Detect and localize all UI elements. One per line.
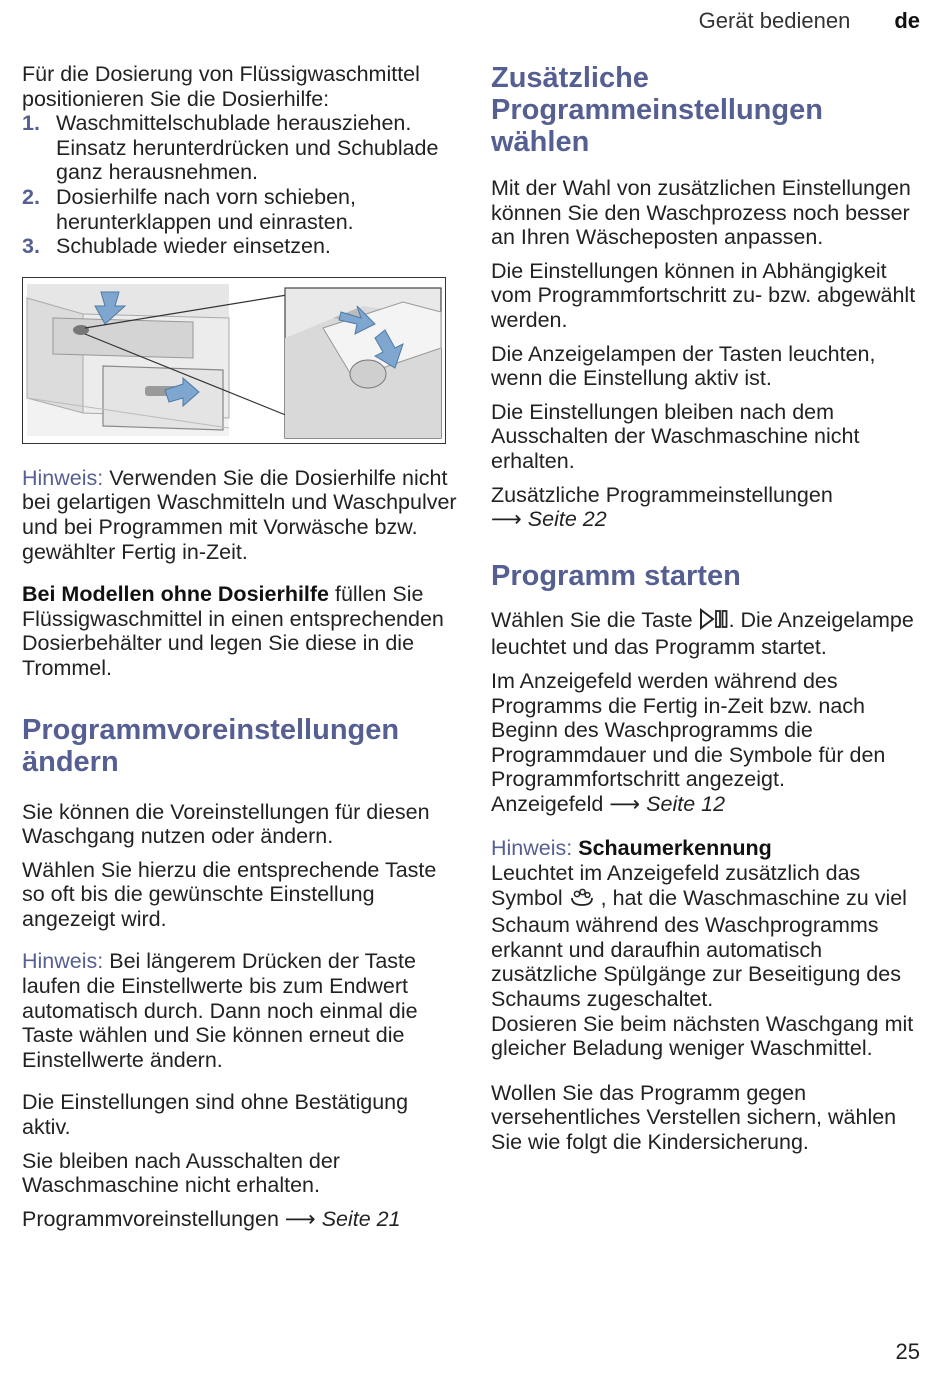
- extra-text-1: Mit der Wahl von zusätzlichen Einstellungen können Sie den Waschprozess noch besser an Ihren Wäscheposten anpassen.: [491, 176, 911, 250]
- xref-page: Seite 12: [640, 791, 726, 816]
- heading-preset: Programmvoreinstellungen ändern: [22, 713, 400, 778]
- child-lock-text: Wollen Sie das Programm gegen versehentliches Verstellen sichern, wählen Sie wie folgt die Kindersicherung.: [491, 1080, 897, 1154]
- note-text: Verwenden Sie die Dosierhilfe nicht bei gelartigen Waschmitteln und Waschpulver und bei Programmen mit Vorwäsche bzw. gewählter Fertig in-Zeit.: [22, 465, 457, 564]
- start-pause-icon: [699, 608, 729, 636]
- settings-active: Die Einstellungen sind ohne Bestätigung aktiv.: [22, 1090, 409, 1140]
- xref-display[interactable]: [491, 792, 923, 817]
- step-number: 3.: [22, 234, 40, 259]
- dosing-aid-closeup: [285, 288, 441, 438]
- models-text: füllen Sie Flüssigwaschmittel in einen entsprechenden Dosierbehälter und legen Sie diese in die Trommel.: [22, 582, 444, 680]
- step-number: 1.: [22, 111, 40, 136]
- foam-text-a: Leuchtet im Anzeigefeld zusätzlich das Symbol: [491, 861, 861, 910]
- note-title: Schaumerkennung: [572, 836, 772, 861]
- xref-label: Programmvoreinstellungen: [22, 1206, 285, 1231]
- xref-page: Seite 21: [315, 1206, 401, 1231]
- note-label: Hinweis:: [22, 465, 104, 490]
- note-foam-detection: [491, 836, 923, 861]
- step-item: [22, 111, 460, 185]
- preset-text-1: Sie können die Voreinstellungen für diesen Waschgang nutzen oder ändern.: [22, 799, 430, 849]
- foam-text: [491, 861, 923, 1012]
- section-title: Gerät bedienen: [698, 8, 851, 33]
- foam-text-b: , hat die Waschmaschine zu viel Schaum während des Waschprogramms erkannt und daraufhin automatisch zusätzliche Spülgänge zur Beseitigung des Schaums zugeschaltet.: [491, 885, 907, 1012]
- extra-text-4: Die Einstellungen bleiben nach dem Ausschalten der Waschmaschine nicht erhalten.: [491, 399, 860, 473]
- page-number: 25: [895, 1339, 920, 1364]
- right-column: [491, 62, 923, 1164]
- start-text-1: [491, 608, 923, 660]
- intro-text: Für die Dosierung von Flüssigwaschmittel positionieren Sie die Dosierhilfe:: [22, 62, 420, 111]
- preset-text-2: Wählen Sie hierzu die entsprechende Taste so oft bis die gewünschte Einstellung angezeigt wird.: [22, 857, 437, 931]
- note-label: Hinweis:: [22, 949, 104, 974]
- start-text-2: Im Anzeigefeld werden während des Programms die Fertig in-Zeit bzw. nach Beginn des Waschprogramms die Programmdauer und die Symbole für den Programmfortschritt angezeigt.: [491, 668, 886, 792]
- foam-advice: Dosieren Sie beim nächsten Waschgang mit gleicher Beladung weniger Waschmittel.: [491, 1011, 914, 1061]
- xref-arrow-icon: ⟶: [284, 1206, 316, 1231]
- xref-extra-settings[interactable]: [491, 483, 923, 532]
- note-text: Bei längerem Drücken der Taste laufen die Einstellwerte bis zum Endwert automatisch durch. Dann noch einmal die Taste wählen und Sie können erneut die Einstellwerte ändern.: [22, 949, 418, 1072]
- foam-icon: [569, 888, 595, 914]
- xref-page: Seite 22: [521, 507, 607, 532]
- xref-presets[interactable]: [22, 1207, 460, 1232]
- step-item: [22, 185, 460, 234]
- settings-remain: Sie bleiben nach Ausschalten der Waschmaschine nicht erhalten.: [22, 1148, 340, 1198]
- steps-list: [22, 111, 460, 259]
- heading-extra-settings: Zusätzliche Programmeinstellungen wählen: [491, 62, 823, 158]
- xref-arrow-icon: ⟶: [609, 791, 641, 816]
- extra-text-2: Die Einstellungen können in Abhängigkeit vom Programmfortschritt zu- bzw. abgewählt werden.: [491, 258, 916, 332]
- left-column: [22, 62, 460, 1240]
- note-dosing: [22, 466, 460, 564]
- xref-label: Zusätzliche Programmeinstellungen: [491, 482, 833, 507]
- extra-text-3: Die Anzeigelampen der Tasten leuchten, wenn die Einstellung aktiv ist.: [491, 341, 876, 391]
- language-code: de: [894, 8, 920, 33]
- step-number: 2.: [22, 184, 40, 209]
- xref-label: Anzeigefeld: [491, 791, 610, 816]
- models-without-aid: [22, 582, 460, 680]
- step-text: Dosierhilfe nach vorn schieben, herunterklappen und einrasten.: [56, 184, 356, 234]
- xref-arrow-icon: ⟶: [491, 507, 522, 532]
- step-item: [22, 234, 460, 259]
- drawer-illustration: [27, 284, 229, 436]
- step-text: Schublade wieder einsetzen.: [56, 234, 331, 259]
- note-long-press: [22, 949, 460, 1072]
- start-text-b: . Die Anzeigelampe leuchtet und das Programm startet.: [491, 607, 914, 660]
- dosing-aid-illustration: [22, 277, 446, 444]
- models-bold: Bei Modellen ohne Dosierhilfe: [22, 582, 330, 607]
- page-header: [699, 8, 920, 34]
- heading-start-program: Programm starten: [491, 559, 741, 592]
- start-text-a: Wählen Sie die Taste: [491, 607, 699, 632]
- step-text: Waschmittelschublade herausziehen. Einsatz herunterdrücken und Schublade ganz herausnehmen.: [56, 111, 439, 185]
- note-label: Hinweis:: [491, 836, 573, 861]
